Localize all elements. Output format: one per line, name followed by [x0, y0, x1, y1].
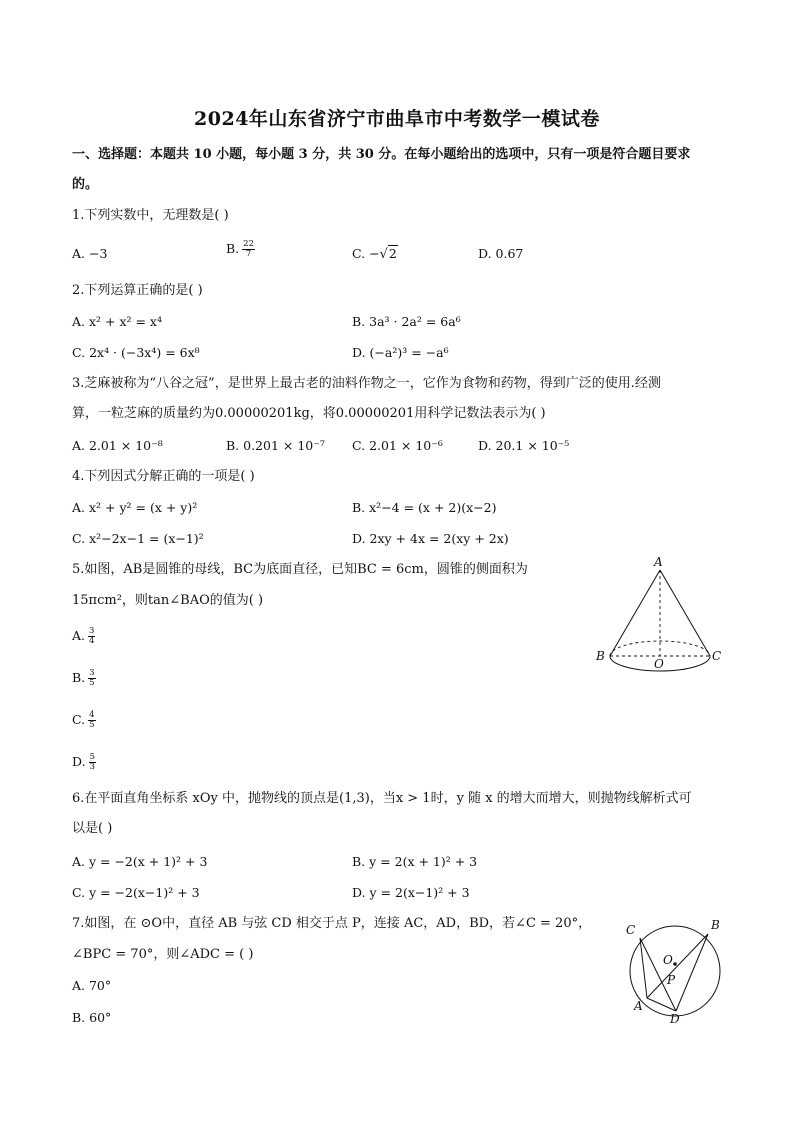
segment-ac: [640, 938, 647, 998]
circle-label-c: C: [626, 923, 636, 937]
q4-option-b: B. x²−4 = (x + 2)(x−2): [352, 500, 497, 515]
q2-option-c: C. 2x⁴ · (−3x⁴) = 6x⁸: [72, 345, 200, 360]
cone-label-c: C: [712, 649, 722, 663]
cone-label-b: B: [596, 649, 605, 663]
diameter-ab: [647, 934, 708, 998]
question-6-line1: 6.在平面直角坐标系 xOy 中，抛物线的顶点是(1,3)，当x > 1时，y 随 x 的增大而增大，则抛物线解析式可: [72, 791, 692, 806]
q1-option-b: [226, 240, 255, 259]
circle-label-d: D: [670, 1012, 680, 1026]
q6-option-d: D. y = 2(x−1)² + 3: [352, 885, 470, 900]
q3-option-b: B. 0.201 × 10⁻⁷: [226, 438, 325, 453]
q1-option-d: D. 0.67: [478, 246, 524, 261]
cone-edge-ab: [610, 570, 660, 656]
question-1-stem: 1.下列实数中，无理数是( ): [72, 208, 229, 223]
q1-option-b-label: B.: [226, 241, 240, 256]
q4-option-c: C. x²−2x−1 = (x−1)²: [72, 531, 204, 546]
q7-option-b: B. 60°: [72, 1010, 112, 1025]
circle-label-p: P: [667, 973, 676, 987]
q5-option-c: C. $\frac{4}{5}$: [72, 710, 95, 730]
section-heading-line1: 一、选择题：本题共 10 小题，每小题 3 分，共 30 分。在每小题给出的选项中，只有一项是符合题目要求: [72, 147, 691, 162]
question-6-line2: 以是( ): [72, 821, 113, 836]
center-point-o: [673, 962, 677, 966]
question-7-line1: 7.如图，在 ⊙O中，直径 AB 与弦 CD 相交于点 P，连接 AC，AD，BD，若∠C = 20°，: [72, 916, 592, 931]
q1-option-c: C. −√2: [352, 246, 397, 262]
q1-option-a: A. −3: [72, 246, 108, 261]
q3-option-d: D. 20.1 × 10⁻⁵: [478, 438, 570, 453]
question-3-line2: 算，一粒芝麻的质量约为0.00000201kg，将0.00000201用科学记数法表示为( ): [72, 406, 546, 421]
question-7-line2: ∠BPC = 70°，则∠ADC = ( ): [72, 947, 254, 962]
section-heading-line2: 的。: [72, 177, 99, 192]
q2-option-b: B. 3a³ · 2a² = 6a⁶: [352, 314, 461, 329]
circle-label-o: O: [663, 953, 673, 967]
question-5-line2: 15πcm²，则tan∠BAO的值为( ): [72, 593, 264, 608]
q7-option-a: A. 70°: [72, 978, 112, 993]
q3-option-c: C. 2.01 × 10⁻⁶: [352, 438, 443, 453]
circle-label-b: B: [711, 918, 720, 932]
cone-label-o: O: [654, 657, 664, 671]
q5-option-a: A. $\frac{3}{4}$: [72, 626, 95, 646]
question-4-stem: 4.下列因式分解正确的一项是( ): [72, 469, 255, 484]
q6-option-b: B. y = 2(x + 1)² + 3: [352, 854, 478, 869]
q5-option-d: D. $\frac{5}{3}$: [72, 752, 95, 772]
q4-option-d: D. 2xy + 4x = 2(xy + 2x): [352, 531, 509, 546]
question-5-line1: 5.如图，AB是圆锥的母线，BC为底面直径，已知BC = 6cm，圆锥的侧面积为: [72, 562, 528, 577]
q2-option-a: A. x² + x² = x⁴: [72, 314, 162, 329]
q6-option-c: C. y = −2(x−1)² + 3: [72, 885, 200, 900]
cone-figure: [590, 556, 730, 680]
page-title: 2024年山东省济宁市曲阜市中考数学一模试卷: [194, 108, 600, 130]
q2-option-d: D. (−a²)³ = −a⁶: [352, 345, 449, 360]
q3-option-a: A. 2.01 × 10⁻⁸: [72, 438, 163, 453]
cone-label-a: A: [654, 556, 663, 569]
circle-figure: [620, 914, 732, 1028]
q4-option-a: A. x² + y² = (x + y)²: [72, 500, 198, 515]
circle-label-a: A: [634, 999, 643, 1013]
segment-bd: [676, 934, 708, 1011]
q6-option-a: A. y = −2(x + 1)² + 3: [72, 854, 208, 869]
q1-option-b-fraction: $\frac{22}{7}$: [243, 239, 254, 259]
question-2-stem: 2.下列运算正确的是( ): [72, 283, 203, 298]
question-3-line1: 3.芝麻被称为“八谷之冠”，是世界上最古老的油料作物之一，它作为食物和药物，得到广泛的使用.经测: [72, 376, 661, 391]
q5-option-b: B. $\frac{3}{5}$: [72, 668, 95, 688]
